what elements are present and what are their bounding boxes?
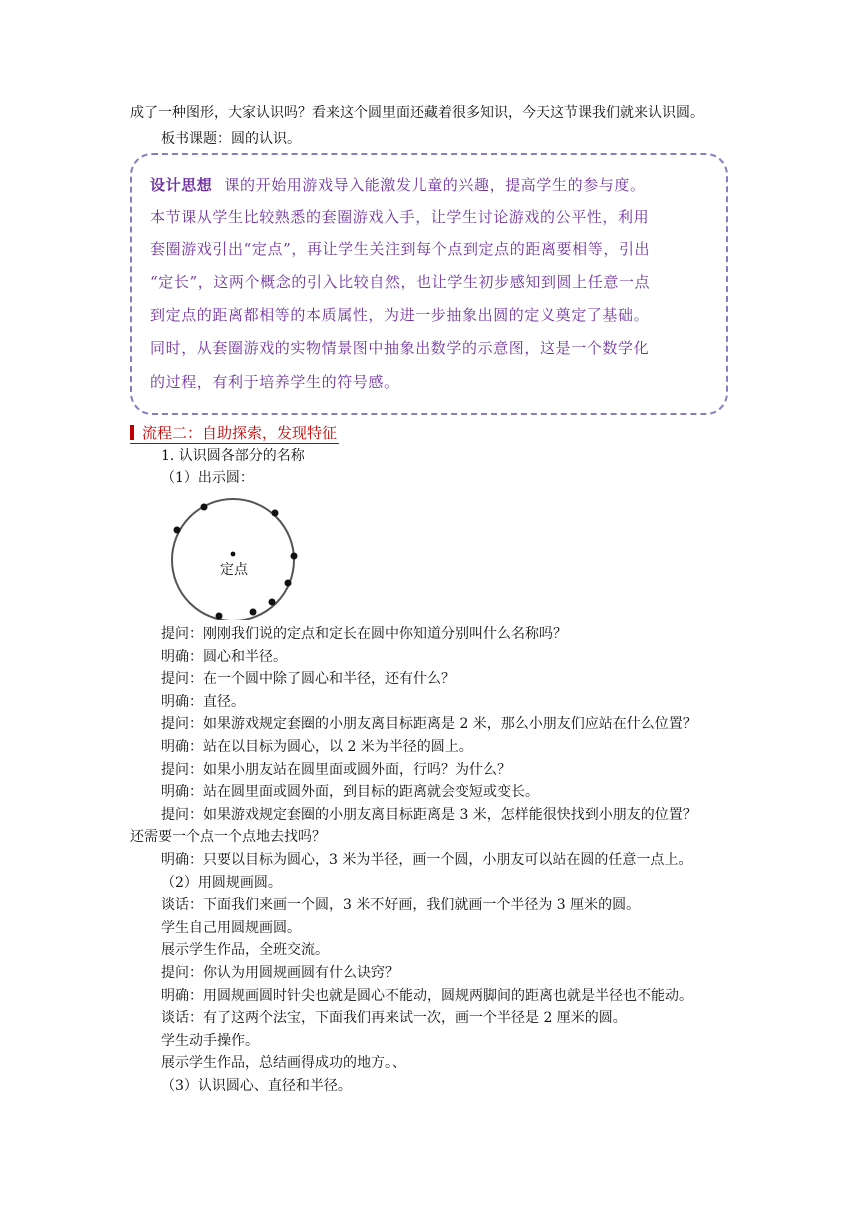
- dialogue-line: 提问：如果小朋友站在圆里面或圆外面，行吗？为什么？: [161, 762, 511, 778]
- circle-point: [285, 580, 292, 587]
- dialogue-line: 提问：在一个圆中除了圆心和半径，还有什么？: [161, 671, 455, 687]
- circle-point: [174, 527, 181, 534]
- intro-line-1: 成了一种图形，大家认识吗？看来这个圆里面还藏着很多知识，今天这节课我们就来认识圆。: [130, 105, 704, 121]
- dialogue-line: （3）认识圆心、直径和半径。: [161, 1078, 352, 1094]
- dialogue-line: 明确：站在以目标为圆心，以 2 米为半径的圆上。: [161, 739, 473, 755]
- dialogue-line: 还需要一个点一个点地去找吗？: [130, 829, 326, 845]
- section-marker: [130, 425, 134, 440]
- dialogue-line: 明确：直径。: [161, 694, 245, 710]
- center-point: [231, 552, 236, 557]
- circle-point: [216, 613, 223, 620]
- dialogue-line: 学生动手操作。: [161, 1033, 259, 1049]
- design-box-line-7: 的过程，有利于培养学生的符号感。: [150, 373, 400, 391]
- dialogue-line: 提问：如果游戏规定套圈的小朋友离目标距离是 3 米，怎样能很快找到小朋友的位置？: [161, 807, 697, 823]
- design-box-title: 设计思想: [150, 176, 213, 194]
- dialogue-line: 明确：站在圆里面或圆外面，到目标的距离就会变短或变长。: [161, 784, 539, 800]
- item1-sub1: （1）出示圆：: [161, 470, 254, 486]
- dialogue-line: 明确：圆心和半径。: [161, 649, 287, 665]
- dialogue-line: 明确：只要以目标为圆心，3 米为半径，画一个圆，小朋友可以站在圆的任意一点上。: [161, 852, 693, 868]
- dialogue-line: 展示学生作品，总结画得成功的地方。、: [161, 1055, 406, 1071]
- dialogue-line: 谈话：下面我们来画一个圆，3 米不好画，我们就画一个半径为 3 厘米的圆。: [161, 897, 641, 913]
- dialogue-line: 学生自己用圆规画圆。: [161, 920, 301, 936]
- dialogue-line: 明确：用圆规画圆时针尖也就是圆心不能动，圆规两脚间的距离也就是半径也不能动。: [161, 988, 693, 1004]
- center-label: 定点: [220, 562, 248, 578]
- circle-point: [269, 599, 276, 606]
- circle-outline: [172, 499, 294, 620]
- design-box-line-1: 设计思想 课的开始用游戏导入能激发儿童的兴趣，提高学生的参与度。: [150, 176, 646, 194]
- design-box-line-3: 套圈游戏引出“定点”，再让学生关注到每个点到定点的距离要相等，引出: [150, 240, 651, 258]
- dialogue-line: 展示学生作品，全班交流。: [161, 942, 329, 958]
- circle-point: [272, 510, 279, 517]
- section-heading: 流程二：自助探索，发现特征: [130, 423, 339, 444]
- dialogue-line: 提问：刚刚我们说的定点和定长在圆中你知道分别叫什么名称吗？: [161, 626, 567, 642]
- dialogue-line: 谈话：有了这两个法宝，下面我们再来试一次，画一个半径是 2 厘米的圆。: [161, 1010, 627, 1026]
- circle-point: [291, 553, 298, 560]
- dialogue-line: 提问：你认为用圆规画圆有什么诀窍？: [161, 965, 399, 981]
- design-box-line-6: 同时，从套圈游戏的实物情景图中抽象出数学的示意图，这是一个数学化: [150, 339, 650, 357]
- dialogue-line: （2）用圆规画圆。: [161, 875, 282, 891]
- design-box-line-4: “定长”，这两个概念的引入比较自然，也让学生初步感知到圆上任意一点: [150, 273, 651, 291]
- design-box-line-2: 本节课从学生比较熟悉的套圈游戏入手，让学生讨论游戏的公平性，利用: [150, 208, 650, 226]
- item1-title: 1. 认识圆各部分的名称: [161, 448, 305, 464]
- design-box-line-5: 到定点的距离都相等的本质属性，为进一步抽象出圆的定义奠定了基础。: [150, 306, 650, 324]
- circle-diagram: [163, 498, 303, 620]
- dialogue-line: 提问：如果游戏规定套圈的小朋友离目标距离是 2 米，那么小朋友们应站在什么位置？: [161, 716, 697, 732]
- circle-point: [250, 609, 257, 616]
- circle-point: [201, 504, 208, 511]
- board-title-line: 板书课题：圆的认识。: [161, 131, 301, 147]
